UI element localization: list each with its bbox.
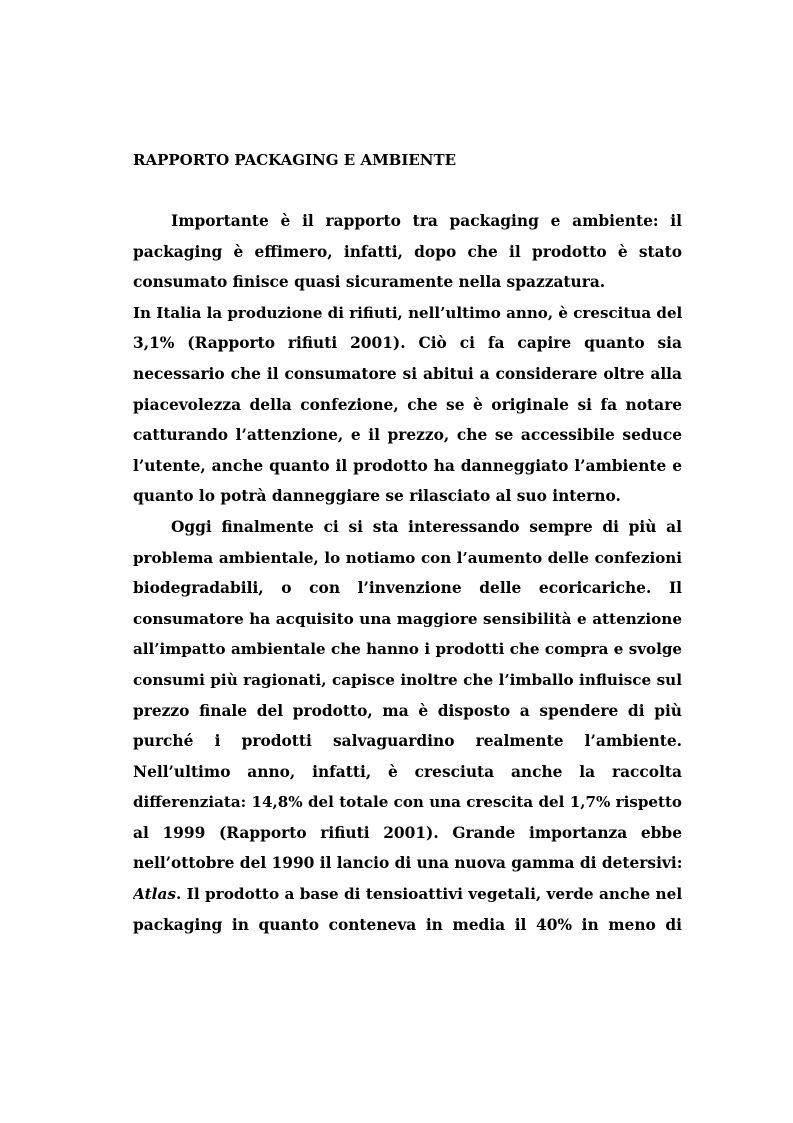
italic-term: Atlas (133, 885, 177, 904)
text-line (133, 328, 682, 359)
line-text: Nell’ultimo anno, infatti, è cresciuta anche la raccolta (133, 762, 682, 781)
line-text: consumato finisce quasi sicuramente nella spazzatura. (133, 273, 606, 292)
text-line (133, 451, 682, 482)
line-text: In Italia la produzione di rifiuti, nell’ultimo anno, è crescitua del (133, 303, 682, 322)
text-line (133, 665, 682, 696)
text-line (133, 879, 682, 910)
text-line (133, 420, 682, 451)
line-text: differenziata: 14,8% del totale con una crescita del 1,7% rispetto (133, 793, 682, 812)
text-line (133, 359, 682, 390)
line-text: nell’ottobre del 1990 il lancio di una nuova gamma di detersivi: (133, 854, 682, 873)
line-text: Oggi finalmente ci si sta interessando sempre di più al (171, 517, 682, 536)
text-line (133, 543, 682, 574)
text-line (133, 298, 682, 329)
text-line (133, 390, 682, 421)
text-line (133, 818, 682, 849)
line-text: biodegradabili, o con l’invenzione delle ecoricariche. Il (133, 579, 682, 598)
text-line (133, 573, 682, 604)
text-line (133, 910, 682, 941)
line-text: problema ambientale, lo notiamo con l’aumento delle confezioni (133, 548, 682, 567)
text-line (133, 848, 682, 879)
line-text: l’utente, anche quanto il prodotto ha danneggiato l’ambiente e (133, 456, 682, 475)
text-line (133, 604, 682, 635)
body-text (133, 206, 682, 940)
line-text: packaging è effimero, infatti, dopo che il prodotto è stato (133, 242, 682, 261)
line-text: . Il prodotto a base di tensioattivi vegetali, verde anche nel (176, 885, 682, 904)
line-text: purché i prodotti salvaguardino realmente l’ambiente. (133, 732, 682, 751)
text-line (133, 481, 682, 512)
text-line (133, 512, 682, 543)
line-text: piacevolezza della confezione, che se è originale si fa notare (133, 395, 682, 414)
text-line (133, 237, 682, 268)
line-text: consumi più ragionati, capisce inoltre che l’imballo influisce sul (133, 670, 682, 689)
line-text: all’impatto ambientale che hanno i prodotti che compra e svolge (133, 640, 682, 659)
text-line (133, 634, 682, 665)
line-text: prezzo finale del prodotto, ma è disposto a spendere di più (133, 701, 682, 720)
line-text: packaging in quanto conteneva in media il 40% in meno di (133, 915, 682, 934)
section-heading: RAPPORTO PACKAGING E AMBIENTE (133, 151, 457, 169)
line-text: necessario che il consumatore si abitui a considerare oltre alla (133, 364, 682, 383)
text-line (133, 757, 682, 788)
line-text: Importante è il rapporto tra packaging e ambiente: il (171, 212, 682, 230)
line-text: catturando l’attenzione, e il prezzo, che se accessibile seduce (133, 426, 682, 445)
text-line (133, 206, 682, 237)
line-text: consumatore ha acquisito una maggiore sensibilità e attenzione (133, 609, 682, 628)
text-line (133, 267, 682, 298)
text-line (133, 787, 682, 818)
text-line (133, 696, 682, 727)
line-text: 3,1% (Rapporto rifiuti 2001). Ciò ci fa capire quanto sia (133, 334, 682, 353)
text-line (133, 726, 682, 757)
line-text: quanto lo potrà danneggiare se rilasciato al suo interno. (133, 487, 621, 506)
line-text: al 1999 (Rapporto rifiuti 2001). Grande importanza ebbe (133, 823, 682, 842)
